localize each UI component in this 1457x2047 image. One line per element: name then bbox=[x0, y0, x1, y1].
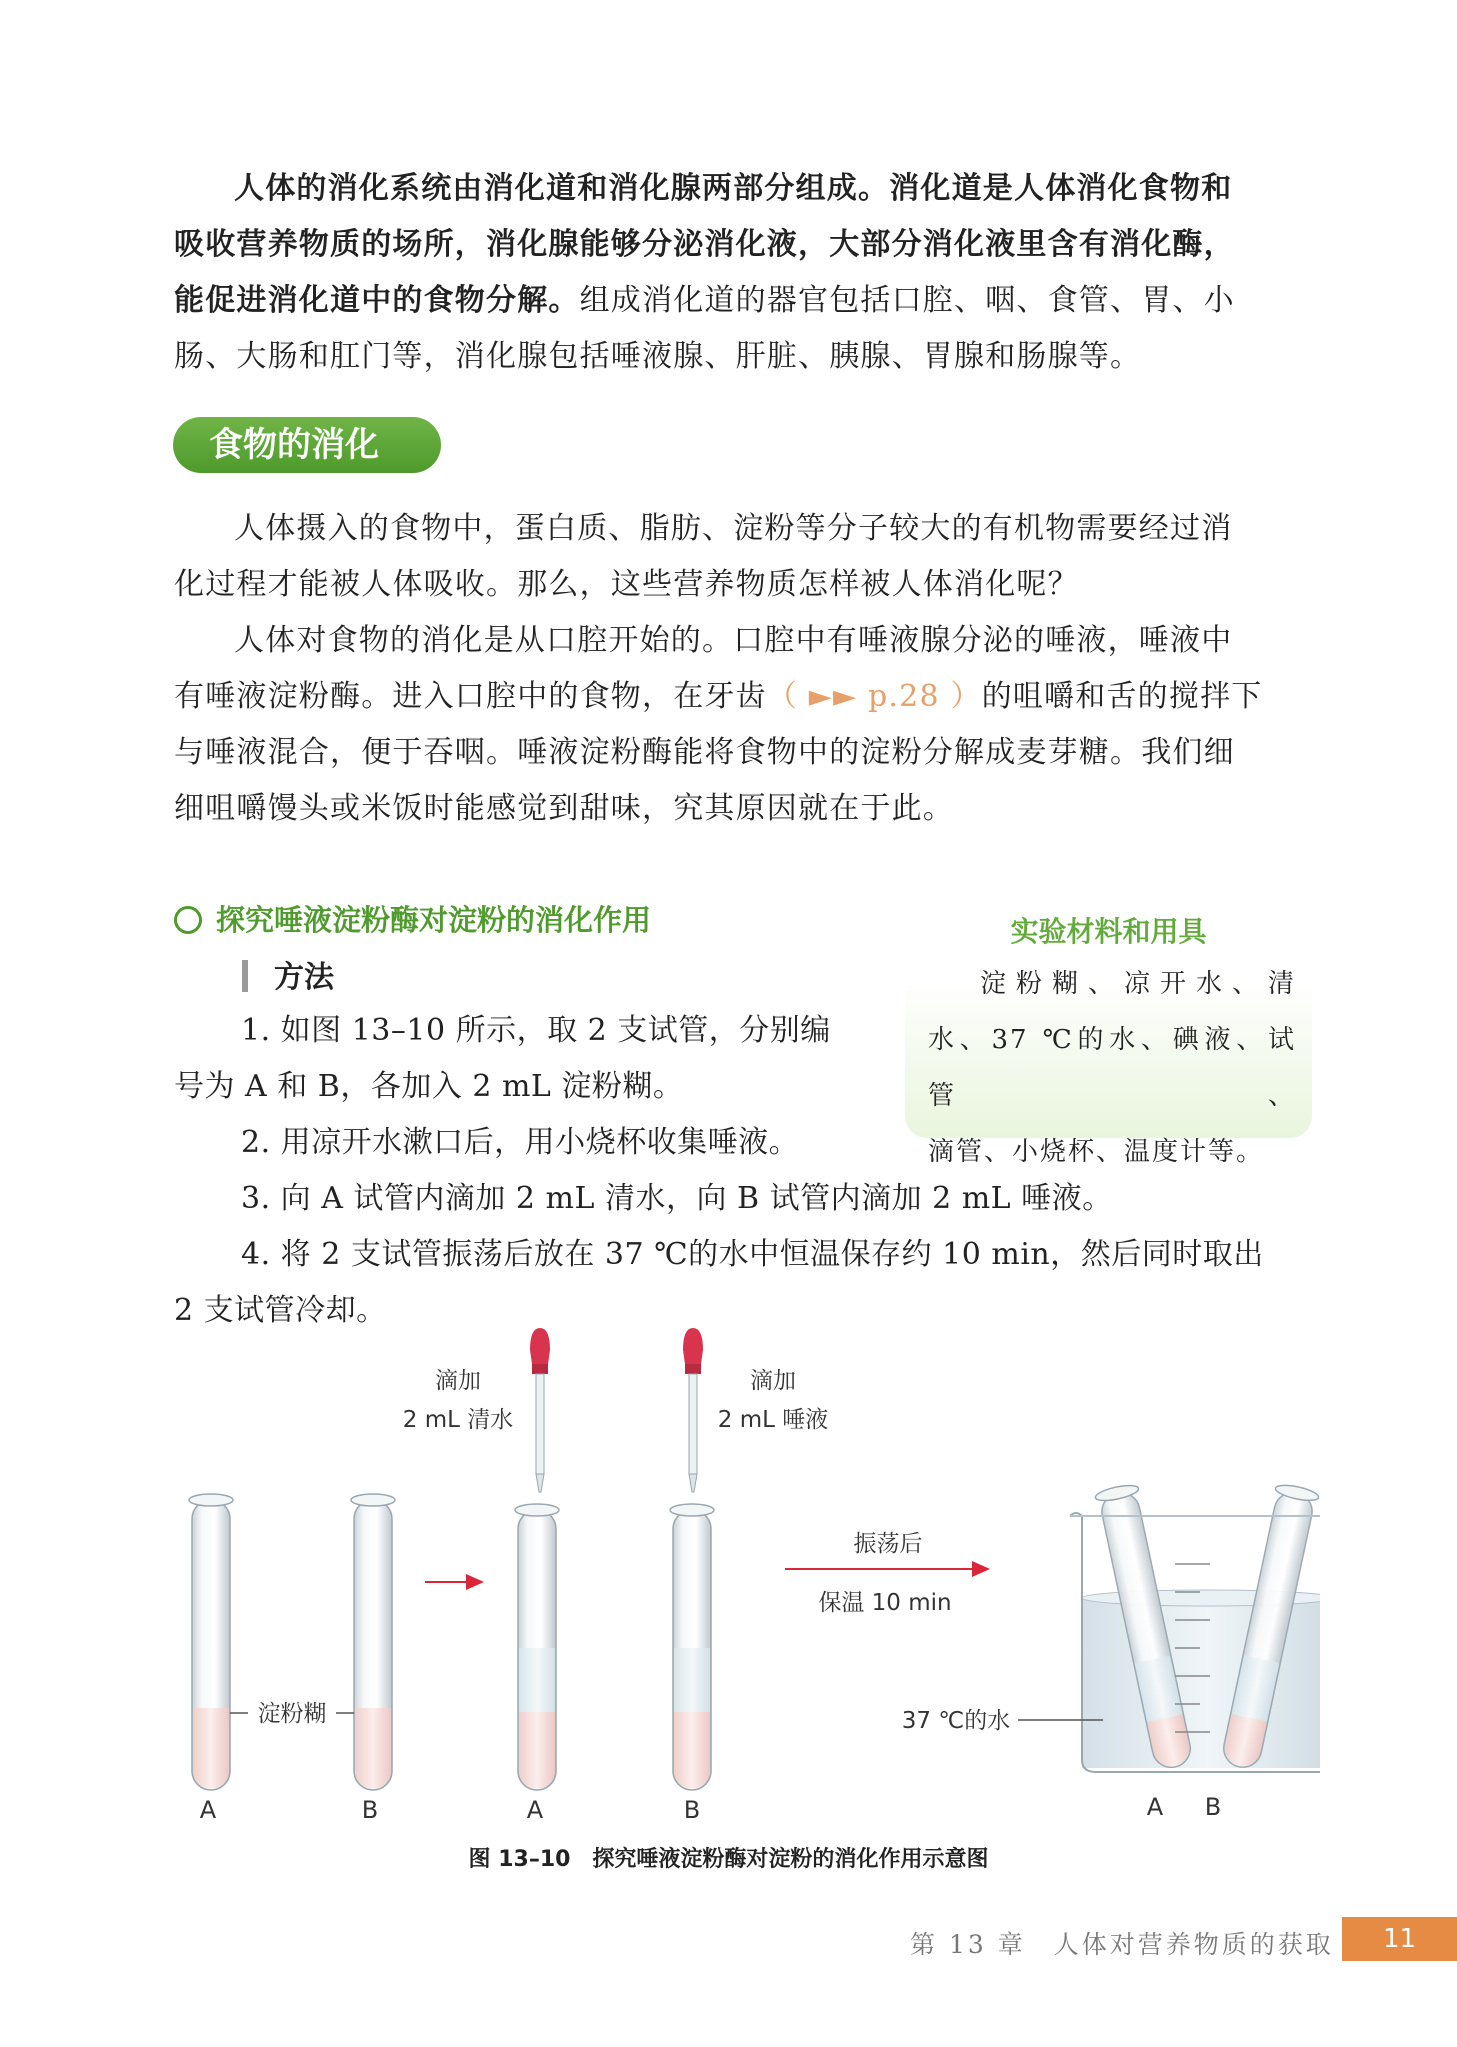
body-p2-line3: 与唾液混合，便于吞咽。唾液淀粉酶能将食物中的淀粉分解成麦芽糖。我们细 bbox=[174, 735, 1235, 770]
tube-label-b2: B bbox=[683, 1796, 701, 1824]
materials-title: 实验材料和用具 bbox=[1010, 915, 1207, 948]
label-keep-warm: 保温 10 min bbox=[818, 1590, 952, 1616]
step-4-cont: 2 支试管冷却。 bbox=[174, 1293, 387, 1328]
body-p2-line2-b: 的咀嚼和舌的搅拌下 bbox=[981, 679, 1263, 714]
experiment-title bbox=[174, 898, 651, 939]
figure-illustration bbox=[170, 1320, 1320, 1830]
label-drop-a-line1: 滴加 bbox=[435, 1368, 481, 1394]
step-1-cont: 号为 A 和 B，各加入 2 mL 淀粉糊。 bbox=[174, 1069, 684, 1104]
page-number: 11 bbox=[1342, 1917, 1457, 1961]
materials-line-3: 滴管、小烧杯、温度计等。 bbox=[928, 1137, 1265, 1167]
section-title: 食物的消化 bbox=[173, 417, 441, 473]
materials-line-1: 淀粉糊、凉开水、清 bbox=[980, 969, 1296, 999]
intro-line-1: 人体的消化系统由消化道和消化腺两部分组成。消化道是人体消化食物和 bbox=[234, 171, 1233, 206]
experiment-steps bbox=[174, 1003, 1264, 1339]
label-drop-b-line1: 滴加 bbox=[750, 1368, 796, 1394]
circle-bullet-icon bbox=[174, 906, 202, 934]
test-tube-a2 bbox=[515, 1504, 559, 1790]
label-drop-b-line2: 2 mL 唾液 bbox=[717, 1407, 829, 1433]
body-p1-line2: 化过程才能被人体吸收。那么，这些营养物质怎样被人体消化呢？ bbox=[174, 567, 1079, 602]
label-drop-a-line2: 2 mL 清水 bbox=[402, 1407, 514, 1433]
test-tube-b2 bbox=[670, 1504, 714, 1790]
body-p2-line2-a: 有唾液淀粉酶。进入口腔中的食物，在牙齿 bbox=[174, 679, 767, 714]
tube-label-b1: B bbox=[361, 1796, 379, 1824]
step-1: 1. 如图 13–10 所示，取 2 支试管，分别编 bbox=[241, 1013, 831, 1048]
step-3: 3. 向 A 试管内滴加 2 mL 清水，向 B 试管内滴加 2 mL 唾液。 bbox=[241, 1181, 1113, 1216]
tube-label-a3: A bbox=[1146, 1793, 1164, 1821]
intro-paragraph bbox=[174, 161, 1311, 385]
body-p2-line1: 人体对食物的消化是从口腔开始的。口腔中有唾液腺分泌的唾液，唾液中 bbox=[234, 623, 1233, 658]
intro-line-3-rest: 组成消化道的器官包括口腔、咽、食管、胃、小 bbox=[579, 283, 1235, 318]
test-tube-b1 bbox=[351, 1494, 395, 1790]
tube-label-a2: A bbox=[526, 1796, 544, 1824]
body-p1-line1: 人体摄入的食物中，蛋白质、脂肪、淀粉等分子较大的有机物需要经过消 bbox=[234, 511, 1233, 546]
body-paragraphs bbox=[174, 501, 1311, 837]
intro-line-3-bold: 能促进消化道中的食物分解。 bbox=[174, 283, 580, 318]
step-4: 4. 将 2 支试管振荡后放在 37 ℃的水中恒温保存约 10 min，然后同时取出 bbox=[241, 1237, 1264, 1272]
materials-line-2: 水、37 ℃的水、碘液、试管、 bbox=[928, 1025, 1296, 1111]
body-p2-line4: 细咀嚼馒头或米饭时能感觉到甜味，究其原因就在于此。 bbox=[174, 791, 954, 826]
chapter-footer: 第 13 章 人体对营养物质的获取 bbox=[910, 1930, 1334, 1959]
intro-line-3 bbox=[174, 273, 1311, 329]
intro-line-4: 肠、大肠和肛门等，消化腺包括唾液腺、肝脏、胰腺、胃腺和肠腺等。 bbox=[174, 339, 1142, 374]
label-starch: 淀粉糊 bbox=[257, 1701, 327, 1727]
tube-label-b3: B bbox=[1204, 1793, 1222, 1821]
label-water-37: 37 ℃的水 bbox=[901, 1708, 1011, 1734]
figure-caption: 图 13–10 探究唾液淀粉酶对淀粉的消化作用示意图 bbox=[468, 1847, 989, 1872]
method-label: 方法 bbox=[274, 960, 334, 995]
test-tube-a1 bbox=[189, 1494, 233, 1790]
page-reference-link[interactable]: （ ►► p.28 ） bbox=[766, 679, 982, 714]
body-p2-line2 bbox=[174, 669, 1311, 725]
beaker-icon bbox=[1070, 1482, 1320, 1772]
label-shake: 振荡后 bbox=[853, 1531, 923, 1557]
method-bar-icon bbox=[242, 960, 248, 992]
tube-label-a1: A bbox=[199, 1796, 217, 1824]
step-2: 2. 用凉开水漱口后，用小烧杯收集唾液。 bbox=[241, 1125, 800, 1160]
intro-line-2: 吸收营养物质的场所，消化腺能够分泌消化液，大部分消化液里含有消化酶， bbox=[174, 227, 1235, 262]
experiment-title-text: 探究唾液淀粉酶对淀粉的消化作用 bbox=[216, 903, 652, 937]
dropper-b-icon bbox=[683, 1328, 703, 1492]
dropper-a-icon bbox=[530, 1328, 550, 1492]
